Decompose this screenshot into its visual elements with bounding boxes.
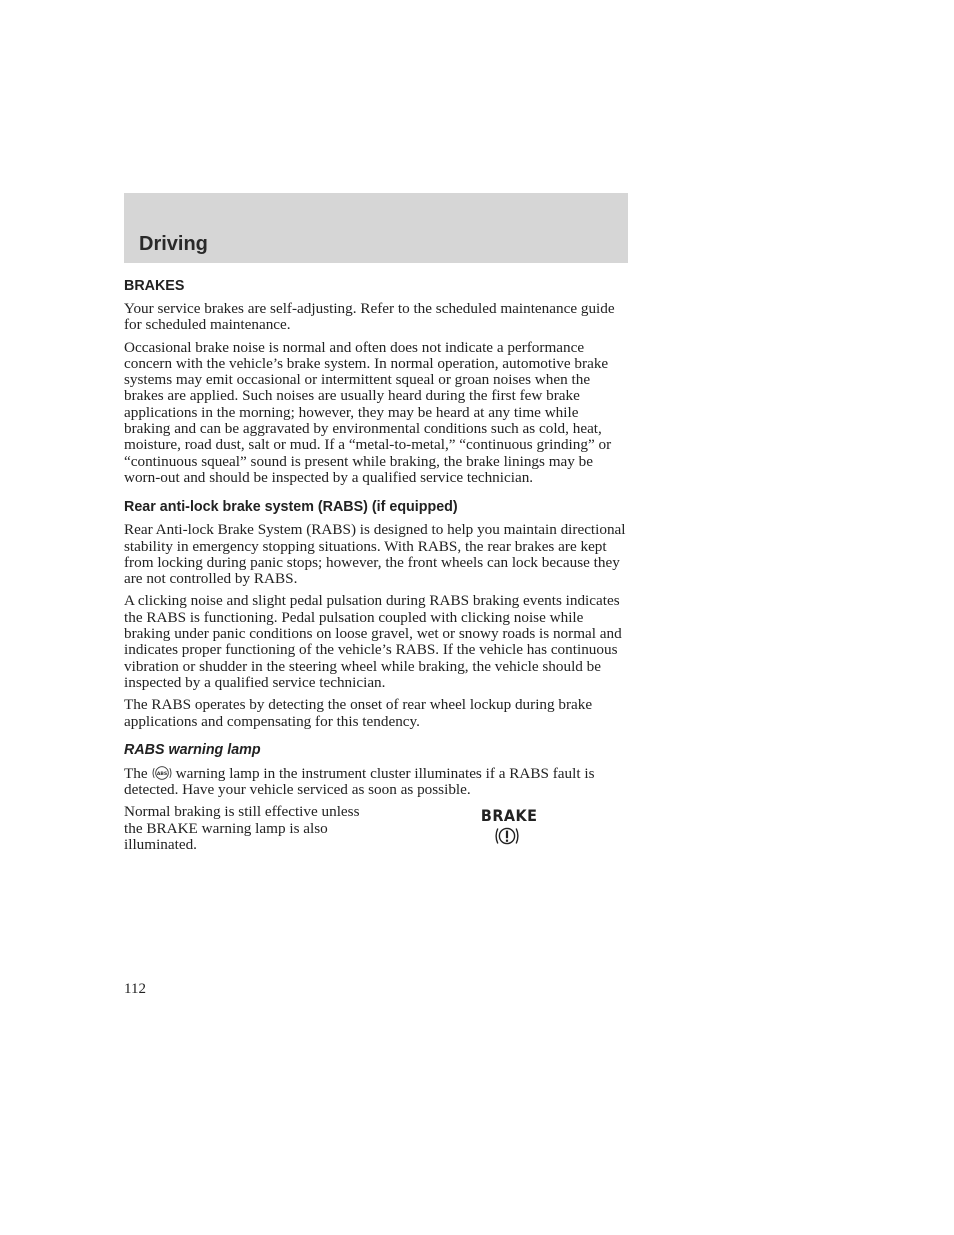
brakes-paragraph-1: Your service brakes are self-adjusting. Refer to the scheduled maintenance guide for scheduled maintenance.	[124, 300, 615, 334]
rabs-warning-lamp-heading: RABS warning lamp	[124, 741, 261, 758]
rabs-heading: Rear anti-lock brake system (RABS) (if equipped)	[124, 499, 458, 516]
brake-warning-icon	[492, 825, 522, 847]
warning-text-after: warning lamp in the instrument cluster illuminates if a RABS fault is detected. Have your vehicle serviced as soon as possible.	[124, 764, 595, 799]
brake-lamp-row	[124, 804, 628, 854]
rabs-paragraph-2: A clicking noise and slight pedal pulsation during RABS braking events indicates the RABS is functioning. Pedal pulsation coupled with clicking noise while braking under panic conditions on loose gravel, wet or snowy roads is normal and indicates proper functioning of the vehicle’s RABS. If the vehicle has continuous vibration or shudder in the steering wheel while braking, the vehicle should be inspected by a qualified service technician.	[124, 592, 622, 691]
section-header	[124, 193, 628, 263]
brake-warning-lamp	[478, 807, 536, 851]
brakes-paragraph-2: Occasional brake noise is normal and often does not indicate a performance concern with the vehicle’s brake system. In normal operation, automotive brake systems may emit occasional or intermittent squeal or groan noises when the brakes are applied. Such noises are usually heard during the first few brake applications in the morning; however, they may be heard at any time while braking and can be aggravated by environmental conditions such as cold, heat, moisture, road dust, salt or mud. If a “metal-to-metal,” “continuous grinding” or “continuous squeal” sound is present while braking, the brake linings may be worn-out and should be inspected by a qualified service technician.	[124, 338, 612, 486]
rabs-paragraph-3: The RABS operates by detecting the onset of rear wheel lockup during brake applications and compensating for this tendency.	[124, 696, 593, 730]
brake-lamp-label: BRAKE	[480, 806, 538, 826]
page-number: 112	[124, 981, 146, 997]
section-title: Driving	[139, 233, 208, 255]
rabs-warning-paragraph	[124, 765, 628, 799]
page-content	[124, 277, 628, 854]
rabs-paragraph-1: Rear Anti-lock Brake System (RABS) is designed to help you maintain directional stability in emergency stopping situations. With RABS, the rear brakes are kept from locking during panic stops; however, the front wheels can lock because they are not controlled by RABS.	[124, 521, 626, 588]
brakes-heading: BRAKES	[124, 278, 185, 294]
normal-braking-paragraph: Normal braking is still effective unless the BRAKE warning lamp is also illuminated.	[124, 803, 360, 854]
abs-icon-label: ABS	[156, 771, 167, 777]
abs-warning-icon	[151, 765, 173, 781]
warning-text-before: The	[124, 764, 148, 782]
